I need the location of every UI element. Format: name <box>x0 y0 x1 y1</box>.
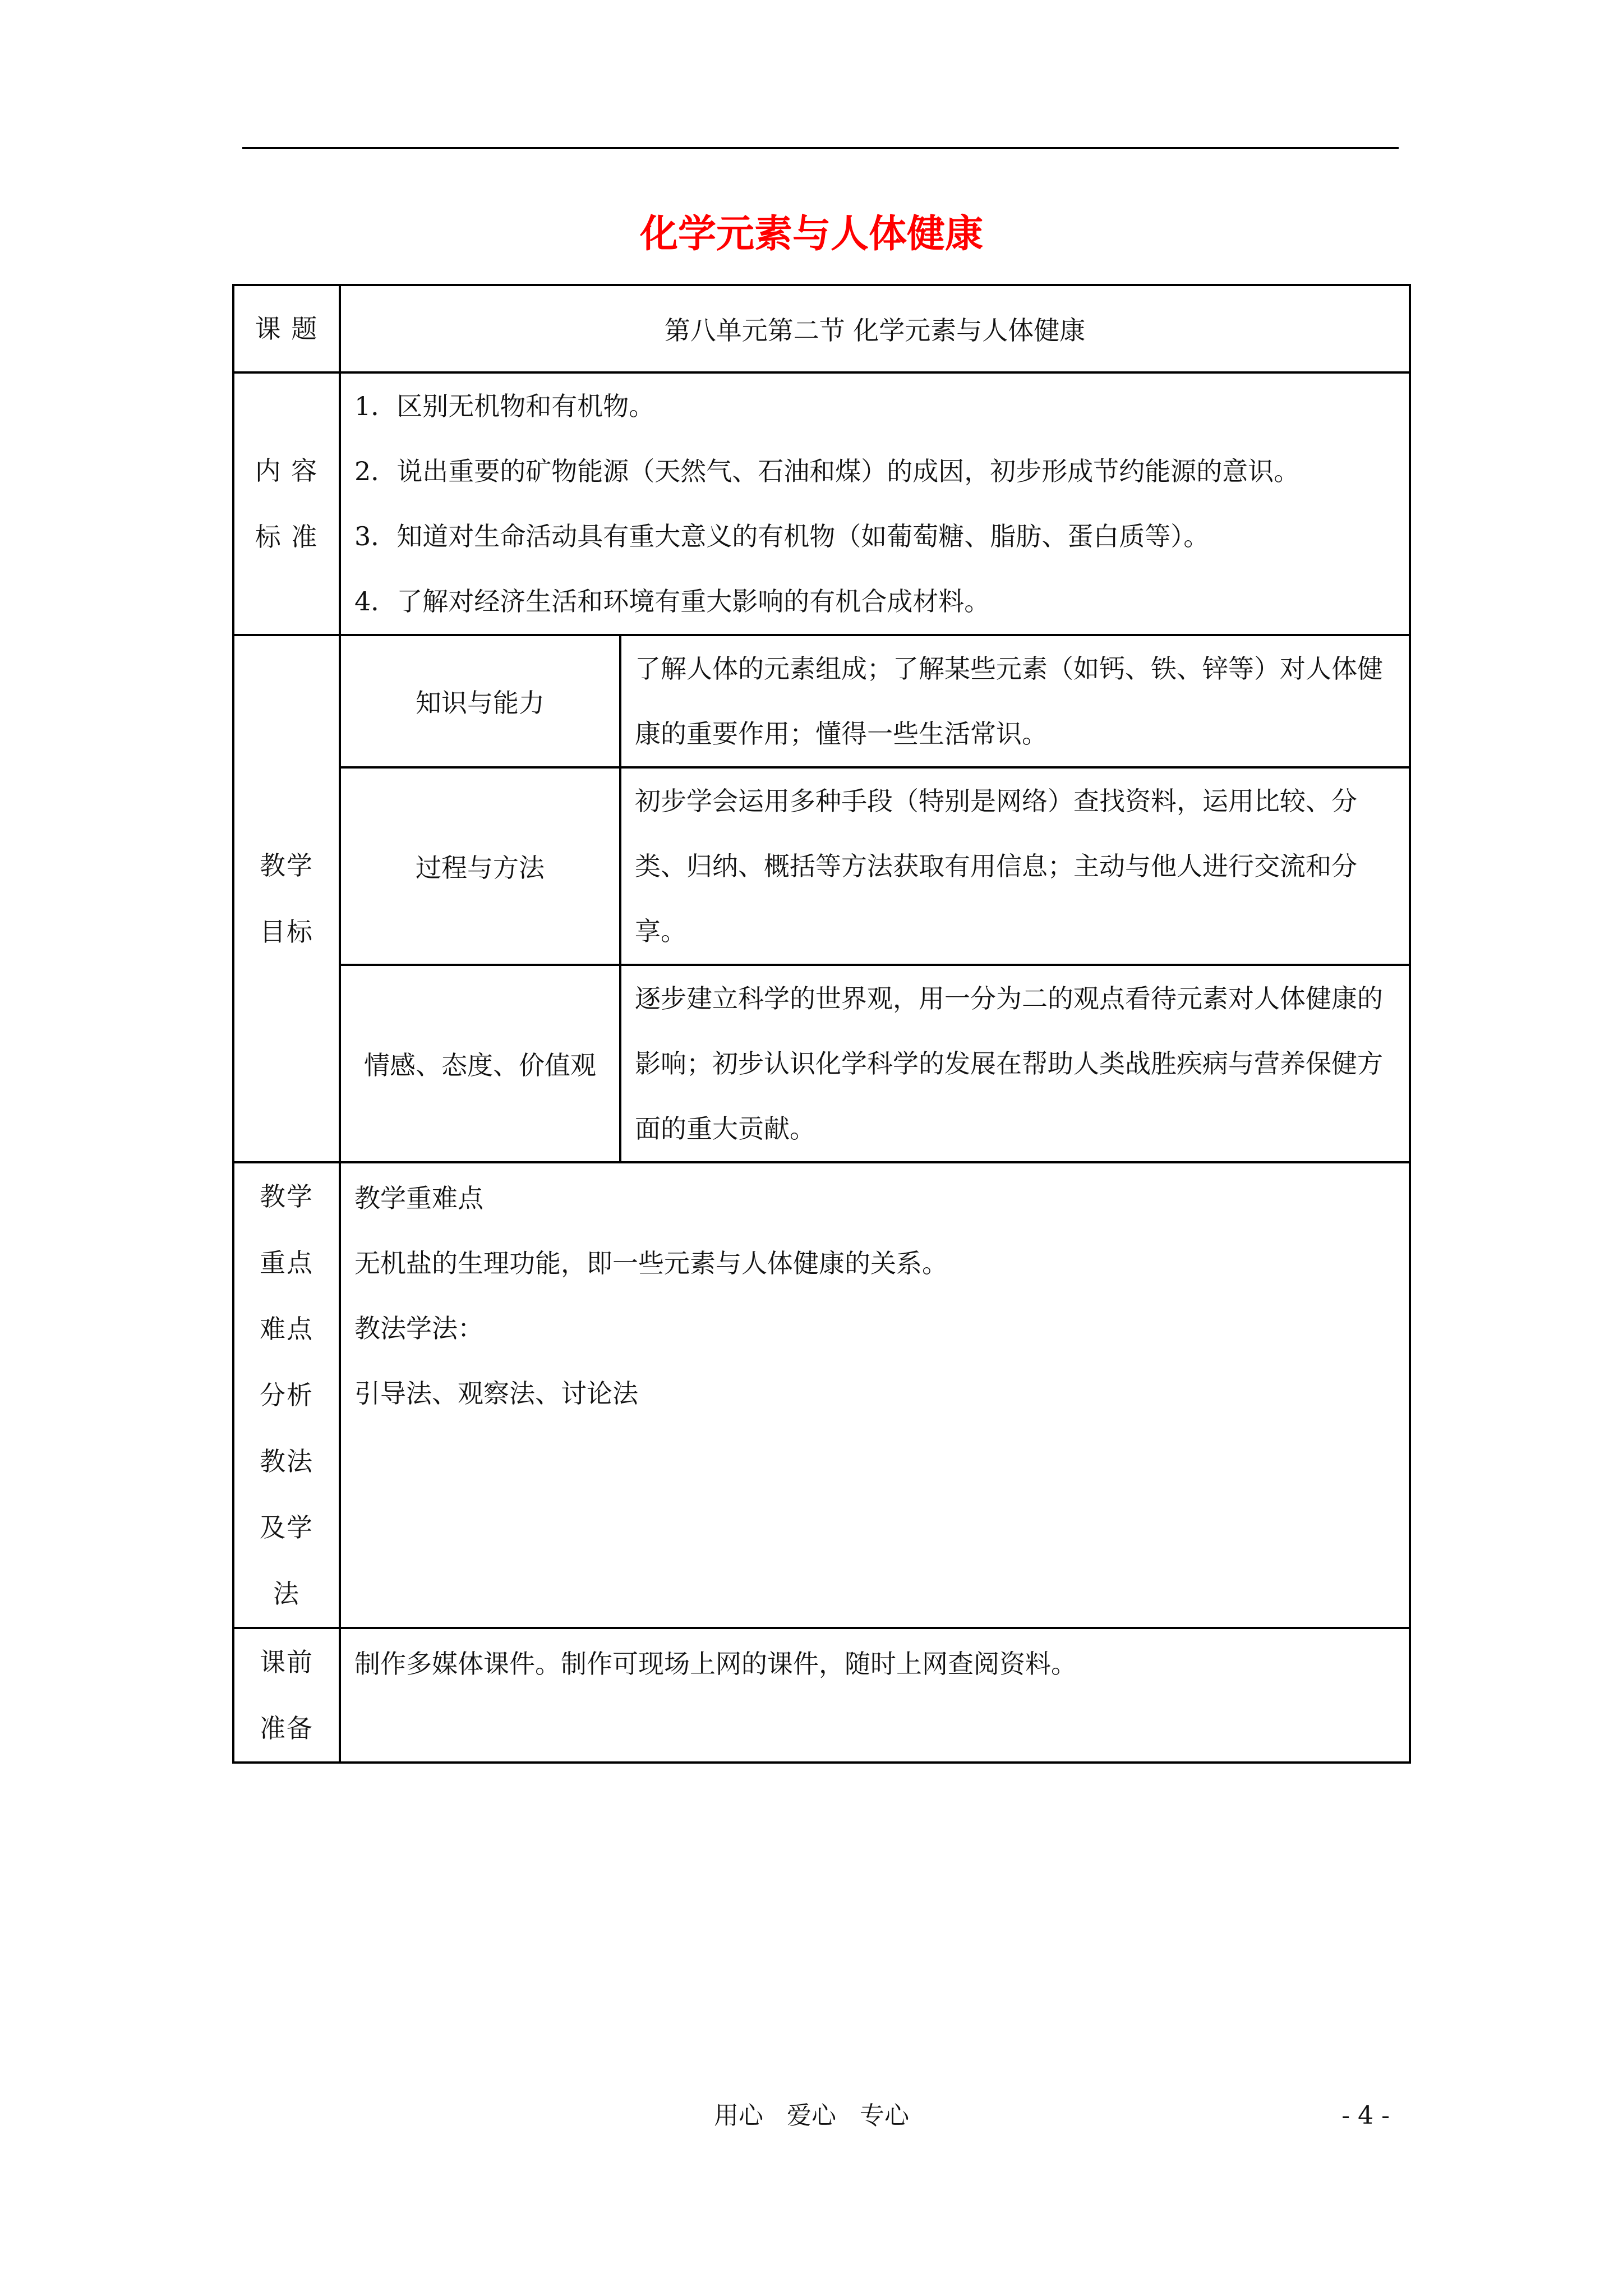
row-topic <box>233 285 1410 372</box>
objective-text: 逐步建立科学的世界观，用一分为二的观点看待元素对人体健康的影响；初步认识化学科学的发展在帮助人类战胜疾病与营养保健方面的重大贡献。 <box>620 965 1410 1162</box>
key-points-label: 教学 重点 难点 分析 教法 及学 法 <box>233 1162 340 1628</box>
objective-category: 过程与方法 <box>340 767 620 965</box>
objectives-label: 教学 目标 <box>233 635 340 1162</box>
header-rule <box>242 147 1399 149</box>
standards-label: 内 容 标 准 <box>233 372 340 635</box>
row-objective-process <box>233 767 1410 965</box>
objective-category: 知识与能力 <box>340 635 620 767</box>
lesson-plan-table <box>232 284 1411 1764</box>
key-points-content <box>340 1162 1410 1628</box>
standard-item: 1．区别无机物和有机物。 <box>354 391 655 421</box>
row-objective-attitude <box>233 965 1410 1162</box>
standards-list <box>340 372 1410 635</box>
standard-item: 4．了解对经济生活和环境有重大影响的有机合成材料。 <box>354 586 990 616</box>
key-points-line: 教学重难点 <box>354 1183 483 1213</box>
key-points-line: 引导法、观察法、讨论法 <box>354 1378 638 1409</box>
key-points-line: 教法学法： <box>354 1313 483 1343</box>
standard-item: 2．说出重要的矿物能源（天然气、石油和煤）的成因，初步形成节约能源的意识。 <box>354 456 1300 486</box>
row-preparation <box>233 1628 1410 1763</box>
objective-text: 初步学会运用多种手段（特别是网络）查找资料，运用比较、分类、归纳、概括等方法获取有用信息；主动与他人进行交流和分享。 <box>620 767 1410 965</box>
objective-text: 了解人体的元素组成；了解某些元素（如钙、铁、锌等）对人体健康的重要作用；懂得一些生活常识。 <box>620 635 1410 767</box>
row-key-points <box>233 1162 1410 1628</box>
standard-item: 3．知道对生命活动具有重大意义的有机物（如葡萄糖、脂肪、蛋白质等）。 <box>354 521 1210 551</box>
topic-label: 课 题 <box>233 285 340 372</box>
footer-motto: 用心 爱心 专心 <box>714 2101 909 2130</box>
key-points-line: 无机盐的生理功能，即一些元素与人体健康的关系。 <box>354 1248 948 1278</box>
page-number: - 4 - <box>1341 2101 1390 2130</box>
objective-category: 情感、态度、价值观 <box>340 965 620 1162</box>
row-standards <box>233 372 1410 635</box>
preparation-label: 课前 准备 <box>233 1628 340 1763</box>
page-title: 化学元素与人体健康 <box>639 212 983 256</box>
row-objective-knowledge <box>233 635 1410 767</box>
preparation-content: 制作多媒体课件。制作可现场上网的课件，随时上网查阅资料。 <box>340 1628 1410 1763</box>
topic-value: 第八单元第二节 化学元素与人体健康 <box>340 285 1410 372</box>
